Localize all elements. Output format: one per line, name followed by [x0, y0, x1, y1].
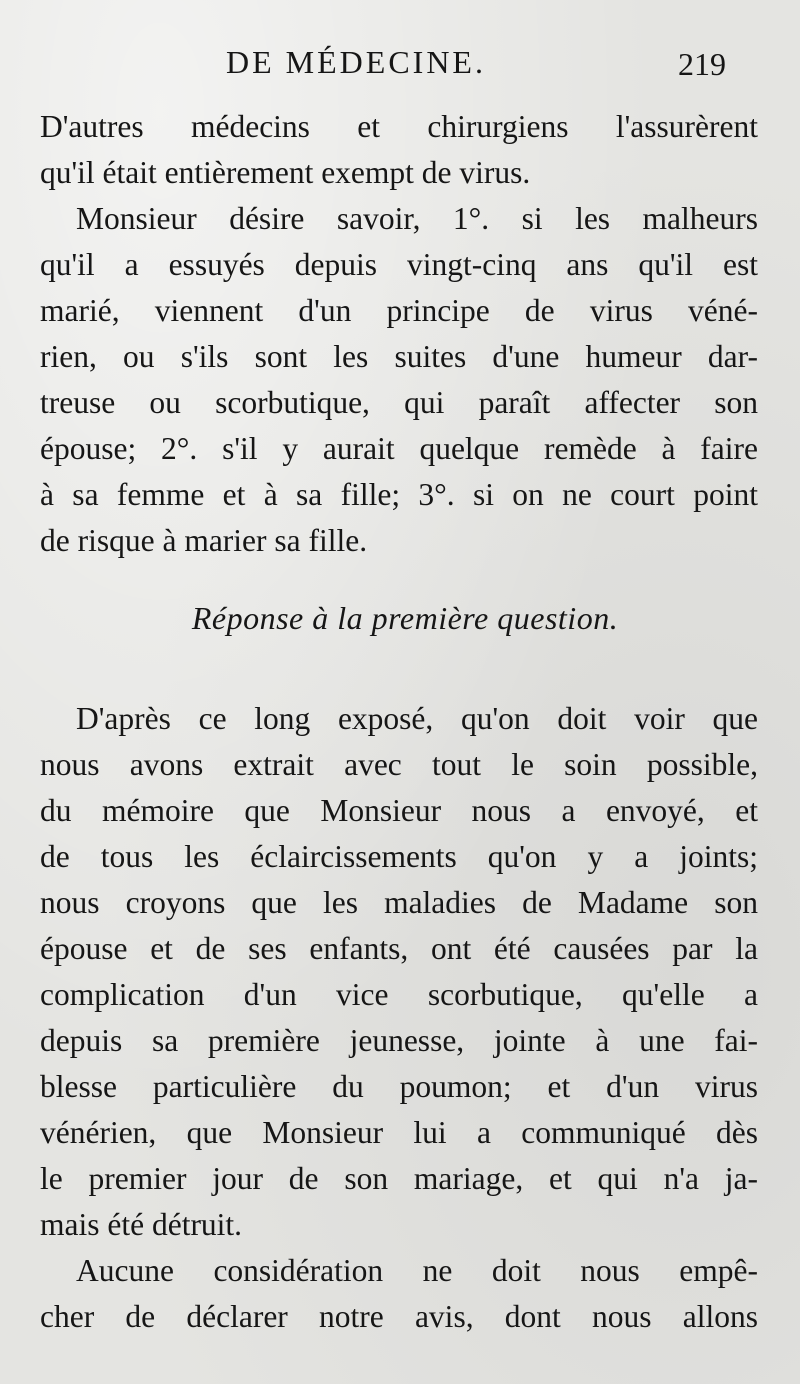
page-number: 219 — [678, 46, 726, 82]
text-line: à sa femme et à sa fille; 3°. si on ne court point — [40, 477, 758, 512]
text-line: mais été détruit. — [40, 1207, 243, 1242]
text-line: le premier jour de son mariage, et qui n'a ja- — [40, 1161, 758, 1196]
page-header — [0, 44, 800, 94]
text-line: vénérien, que Monsieur lui a communiqué dès — [40, 1115, 758, 1150]
text-line: épouse et de ses enfants, ont été causées par la — [40, 931, 758, 966]
text-line: nous croyons que les maladies de Madame son — [40, 885, 758, 920]
text-line: Aucune considération ne doit nous empê- — [76, 1253, 758, 1288]
text-line: de risque à marier sa fille. — [40, 523, 368, 558]
text-line: épouse; 2°. s'il y aurait quelque remède à faire — [40, 431, 758, 466]
text-line: du mémoire que Monsieur nous a envoyé, et — [40, 793, 758, 828]
running-title: DE MÉDECINE. — [226, 44, 486, 80]
text-line: rien, ou s'ils sont les suites d'une humeur dar- — [40, 339, 758, 374]
section-heading: Réponse à la première question. — [191, 600, 619, 636]
text-line: complication d'un vice scorbutique, qu'elle a — [40, 977, 758, 1012]
text-line: qu'il était entièrement exempt de virus. — [40, 155, 531, 190]
text-line: blesse particulière du poumon; et d'un virus — [40, 1069, 758, 1104]
text-line: nous avons extrait avec tout le soin possible, — [40, 747, 758, 782]
text-line: Monsieur désire savoir, 1°. si les malheurs — [76, 201, 758, 236]
text-line: qu'il a essuyés depuis vingt-cinq ans qu'il est — [40, 247, 758, 282]
text-line: D'après ce long exposé, qu'on doit voir que — [76, 701, 758, 736]
body-text-bottom — [40, 696, 758, 1340]
body-text-top — [40, 104, 758, 564]
text-line: treuse ou scorbutique, qui paraît affecter son — [40, 385, 758, 420]
text-line: de tous les éclaircissements qu'on y a joints; — [40, 839, 758, 874]
text-line: cher de déclarer notre avis, dont nous allons — [40, 1299, 758, 1334]
text-line: depuis sa première jeunesse, jointe à une fai- — [40, 1023, 758, 1058]
text-line: D'autres médecins et chirurgiens l'assurèrent — [40, 109, 758, 144]
text-line: marié, viennent d'un principe de virus véné- — [40, 293, 758, 328]
